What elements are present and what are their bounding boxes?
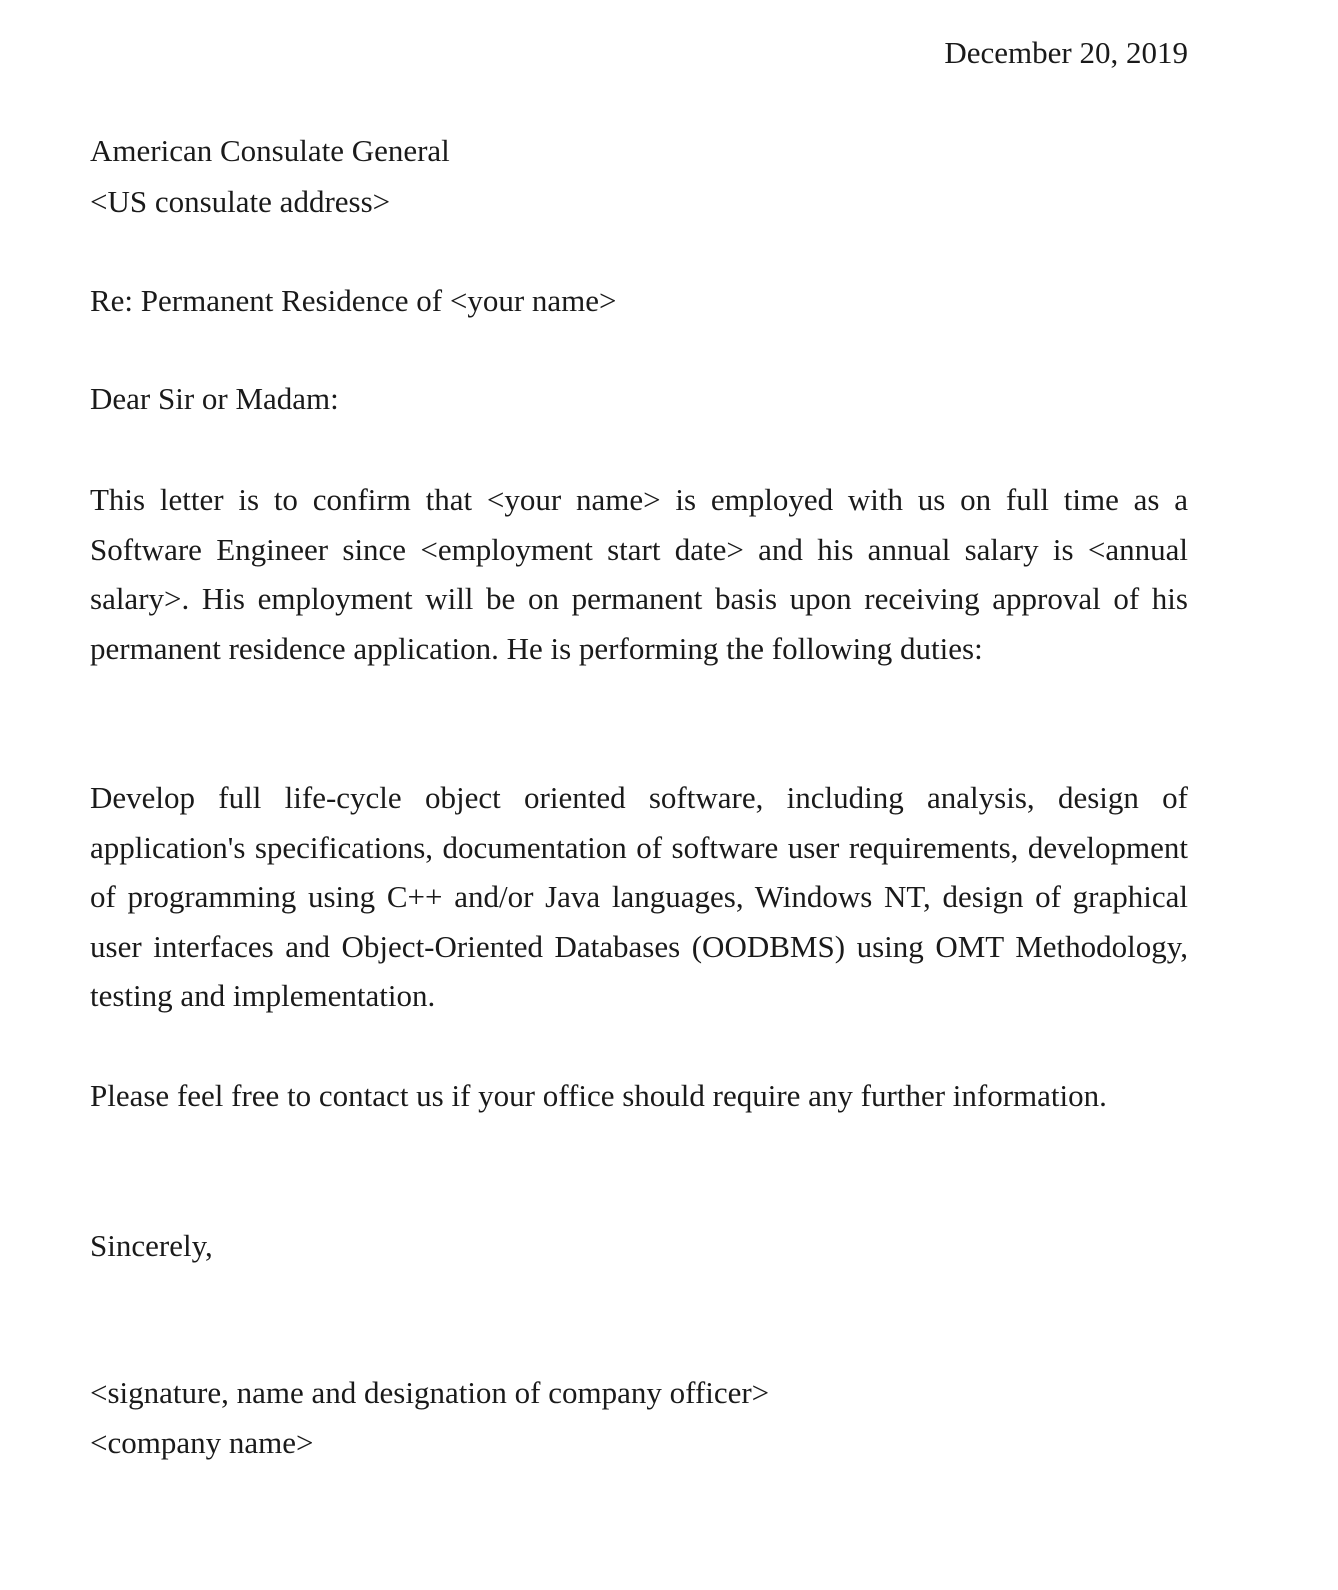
subject-line: Re: Permanent Residence of <your name> (90, 283, 617, 318)
recipient-name: American Consulate General (90, 133, 450, 168)
closing: Sincerely, (90, 1228, 213, 1263)
signature-line: <signature, name and designation of company officer> (90, 1375, 770, 1410)
body-paragraph-3: Please feel free to contact us if your office should require any further information. (90, 1078, 1107, 1113)
body-paragraph-2: Develop full life-cycle object oriented software, including analysis, design of application's specifications, documentation of software user requirements, development of programming using C++ and/or Java languages, Windows NT, design of graphical user interfaces and Object-Oriented Databases (OODBMS) using OMT Methodology, testing and implementation. (90, 780, 1188, 1013)
salutation: Dear Sir or Madam: (90, 381, 339, 416)
letter-date: December 20, 2019 (944, 35, 1188, 70)
recipient-address: <US consulate address> (90, 184, 391, 219)
body-paragraph-1: This letter is to confirm that <your name> is employed with us on full time as a Software Engineer since <employment start date> and his annual salary is <annual salary>. His employment will be on permanent basis upon receiving approval of his permanent residence application. He is performing the following duties: (90, 482, 1188, 666)
company-name: <company name> (90, 1425, 314, 1460)
